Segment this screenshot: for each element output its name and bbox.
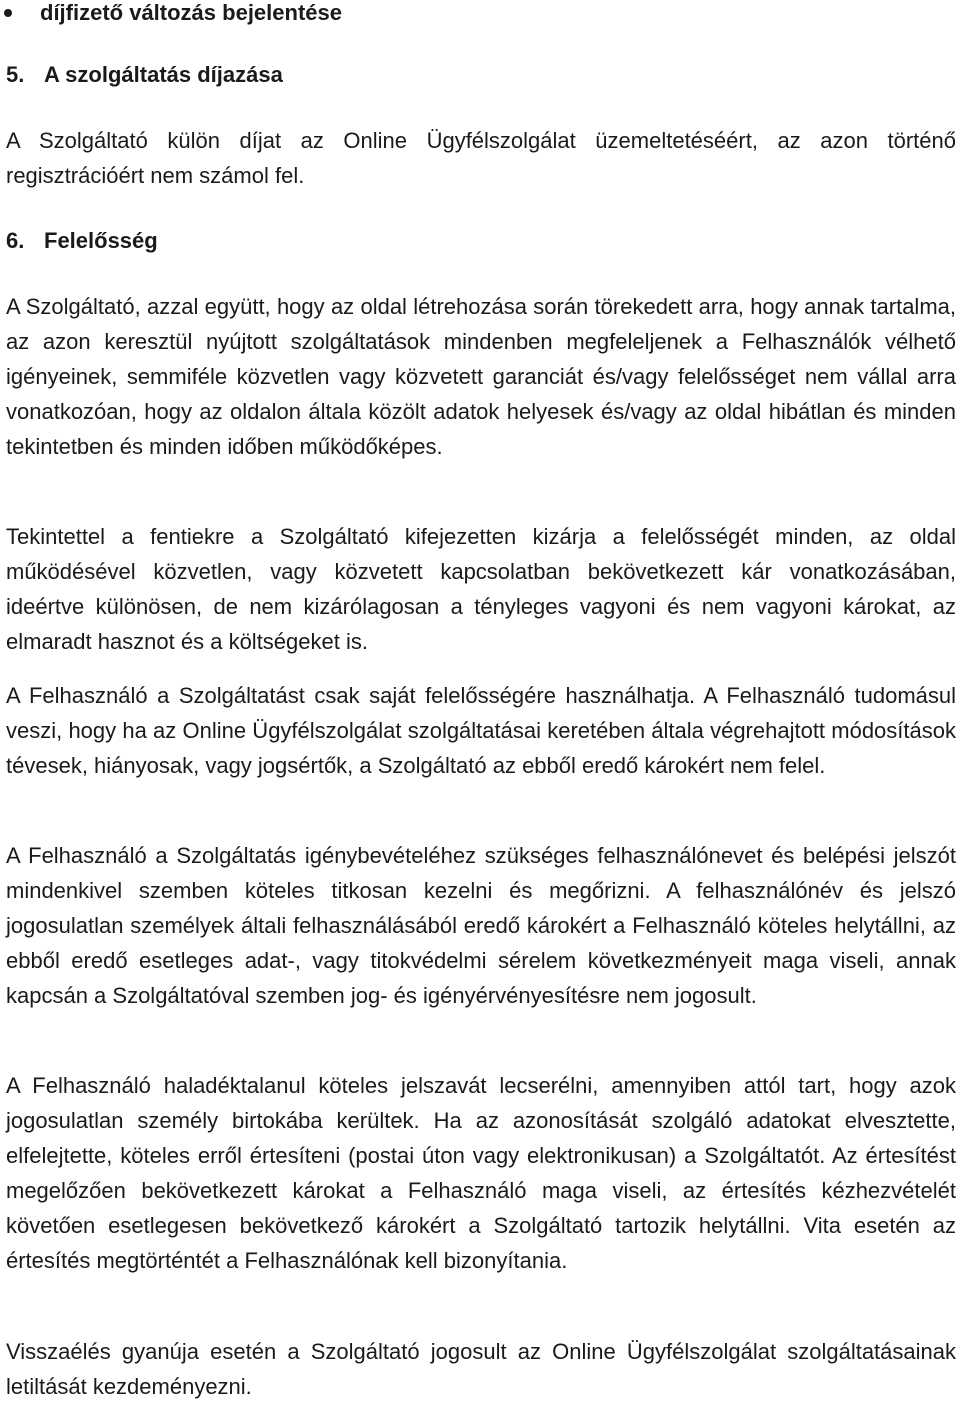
section-6-title: Felelősség [44,228,158,253]
section-5-heading [6,62,283,88]
section-5-paragraph: A Szolgáltató külön díjat az Online Ügyfélszolgálat üzemeltetéséért, az azon történő regisztrációért nem számol fel. [6,128,956,188]
section-6-paragraph-3: A Felhasználó a Szolgáltatást csak saját felelősségére használhatja. A Felhasználó tudomásul veszi, hogy ha az Online Ügyfélszolgálat szolgáltatásai keretében általa végrehajtott módosítások tévesek, hiányosak, vagy jogsértők, a Szolgáltató az ebből eredő károkért nem felel. [6,683,956,778]
section-6-paragraph-1: A Szolgáltató, azzal együtt, hogy az oldal létrehozása során törekedett arra, hogy annak tartalma, az azon keresztül nyújtott szolgáltatások mindenben megfeleljenek a Felhasználók vélhető igényeinek, semmiféle közvetlen vagy közvetett garanciát és/vagy felelősséget nem vállal arra vonatkozóan, hogy az oldalon általa közölt adatok helyesek és/vagy az oldal hibátlan és minden tekintetben és minden időben működőképes. [6,294,956,459]
section-5-title: A szolgáltatás díjazása [44,62,283,87]
section-6-paragraph-6: Visszaélés gyanúja esetén a Szolgáltató jogosult az Online Ügyfélszolgálat szolgáltatásainak letiltását kezdeményezni. [6,1339,956,1399]
section-5-number: 5. [6,62,25,87]
section-6-paragraph-4: A Felhasználó a Szolgáltatás igénybevételéhez szükséges felhasználónevet és belépési jelszót mindenkivel szemben köteles titkosan kezelni és megőrizni. A felhasználónév és jelszó jogosulatlan személyek általi felhasználásából eredő károkért a Felhasználó köteles helytállni, az ebből eredő esetleges adat-, vagy titokvédelmi sérelem következményeit maga viseli, annak kapcsán a Szolgáltatóval szemben jog- és igényérvényesítésre nem jogosult. [6,843,956,1008]
section-6-paragraph-5: A Felhasználó haladéktalanul köteles jelszavát lecserélni, amennyiben attól tart, hogy azok jogosulatlan személy birtokába kerültek. Ha az azonosítását szolgáló adatokat elvesztette, elfelejtette, köteles erről értesíteni (postai úton vagy elektronikusan) a Szolgáltatót. Az értesítést megelőzően bekövetkezett károkat a Felhasználó maga viseli, az értesítés kézhezvételét követően esetlegesen bekövetkező károkért a Szolgáltató tartozik helytállni. Vita esetén az értesítés megtörténtét a Felhasználónak kell bizonyítania. [6,1073,956,1273]
section-6-heading [6,228,158,254]
bullet-icon [4,9,12,17]
section-6-number: 6. [6,228,25,253]
bullet-item-text: díjfizető változás bejelentése [40,0,342,25]
bullet-list-item [40,0,342,26]
section-6-paragraph-2: Tekintettel a fentiekre a Szolgáltató kifejezetten kizárja a felelősségét minden, az oldal működésével közvetlen, vagy közvetett kapcsolatban bekövetkezett kár vonatkozásában, ideértve különösen, de nem kizárólagosan a tényleges vagyoni és nem vagyoni károkat, az elmaradt hasznot és a költségeket is. [6,524,956,654]
